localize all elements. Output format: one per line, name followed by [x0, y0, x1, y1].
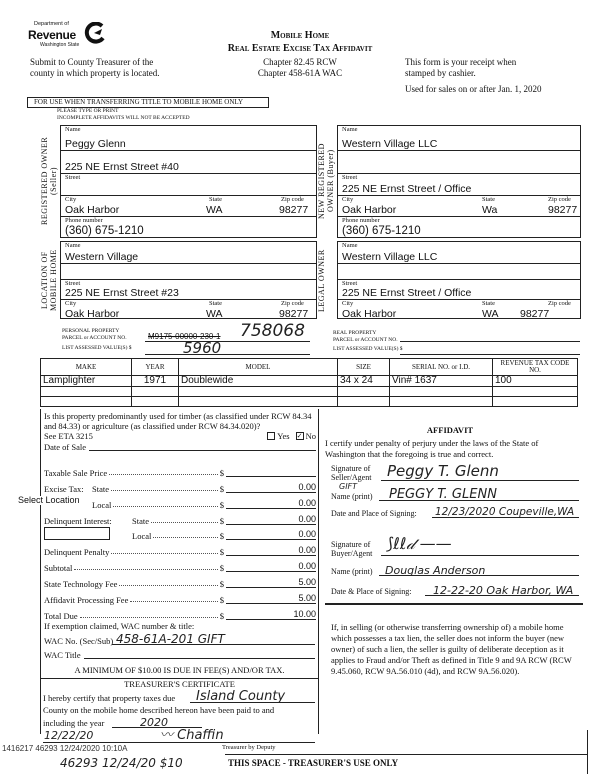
location-box: Name Western Village Street 225 NE Ernst Street #23 City State Zip code Oak Harbor WA 98277: [60, 241, 317, 319]
buyer-zip[interactable]: 98277: [548, 203, 578, 216]
taxable-price-field[interactable]: [226, 465, 316, 477]
legal-owner-city[interactable]: Oak Harbor: [342, 307, 397, 320]
mobile-home-table: [40, 358, 578, 407]
assessed-value[interactable]: 5960: [183, 339, 222, 357]
seller-address[interactable]: 225 NE Ernst Street #40: [65, 160, 179, 173]
select-location-label[interactable]: Select Location: [18, 495, 80, 505]
table-row: Lamplighter 1971 Doublewide 34 x 24 Vin# 1637 100: [41, 376, 578, 387]
buyer-name[interactable]: Western Village LLC: [342, 137, 438, 150]
buyer-phone[interactable]: (360) 675-1210: [342, 224, 421, 237]
payment-note: 46293 12/24/20 $10: [60, 756, 183, 770]
seller-phone[interactable]: (360) 675-1210: [65, 224, 144, 237]
year-handwritten[interactable]: 2020: [140, 716, 168, 729]
wac-number-field[interactable]: 458-61A-201 GIFT: [116, 632, 225, 646]
buyer-city[interactable]: Oak Harbor: [342, 203, 397, 216]
parcel-handwritten[interactable]: 758068: [240, 321, 305, 341]
treasurer-signature: 〰 Chaffin: [160, 728, 224, 743]
location-city[interactable]: Oak Harbor: [65, 307, 120, 320]
table-header: MAKE YEAR MODEL SIZE SERIAL NO. or I.D. REVENUE TAX CODE NO.: [41, 359, 578, 376]
legal-owner-state[interactable]: WA: [482, 307, 499, 320]
tax-rows: Taxable Sale Price $ Excise Tax: State $ 0.00 Local $ 0.00 Delinquent Interest: State $ 0.00 Local $ 0.00 Delinquent Penalty $ 0.00 Subtotal $ 0.00 State Technology Fee $ 5.00 Affidavit Processing Fee $ 5.00 Total Due $ 10.00 If exemption claimed, WAC number & title: WAC No. (Sec/Sub) 458-61A-201 GIFT WAC Title A MINIMUM OF $10.00 IS DUE IN FEE(S) AND/OR TAX.: [40, 409, 319, 669]
location-state[interactable]: WA: [206, 307, 223, 320]
buyer-signature[interactable]: ⟆ℓℓ𝒹 ——: [387, 534, 452, 553]
treasurer-date[interactable]: 12/22/20: [44, 729, 94, 742]
timber-question: Is this property predominantly used for timber (as classified under RCW 84.34 and 84.33) or agriculture (as classified under RCW 84.34.020)? See ETA 3215 Yes ✓ No Date of Sale: [44, 411, 316, 452]
buyer-street[interactable]: 225 NE Ernst Street / Office: [342, 182, 472, 195]
legal-owner-name[interactable]: Western Village LLC: [342, 250, 438, 263]
county-handwritten[interactable]: Island County: [196, 689, 286, 704]
seller-zip[interactable]: 98277: [279, 203, 309, 216]
buyer-state[interactable]: Wa: [482, 203, 498, 216]
table-row: [41, 387, 578, 397]
seller-state[interactable]: WA: [206, 203, 223, 216]
form-title: Mobile Home Real Estate Excise Tax Affidavit: [227, 30, 373, 54]
parcel-struck: M9175-00000-230-1: [148, 332, 221, 341]
seller-box: Name Peggy Glenn 225 NE Ernst Street #40 Street City State Zip code Oak Harbor WA 98277 Phone number (360) 675-1210: [60, 125, 317, 238]
seller-print-name[interactable]: PEGGY T. GLENN: [389, 487, 497, 502]
no-checkbox[interactable]: ✓: [296, 432, 303, 440]
receipt-stamp: 1416217 46293 12/24/2020 10:10A: [2, 744, 128, 753]
seller-date-place[interactable]: 12/23/2020 Coupeville,WA: [435, 506, 575, 518]
dor-logo: Department of Revenue Washington State: [28, 22, 108, 54]
affidavit-section: AFFIDAVIT I certify under penalty of perjury under the laws of the State of Washington that the foregoing is true and correct. Signature of Seller/Agent Peggy T. Glenn GIFT Name (print) PEGGY T. GLENN Date and Place of Signing: 12/23/2020 Coupeville,WA Signature of Buyer/Agent ⟆ℓℓ𝒹 —— Name (print) Douglas Anderson Date & Place of Signing: 12-22-20 Oak Harbor, WA If, in selling (or otherwise transferring ownership of) a mobile home which possesses a tax lien, the seller does not inform the buyer (new owner) of such a lien, the seller is guilty of deliberate deception as it applies to Fraud and/or Theft as defined in Title 9 and 9A RCW (RCW 9.45.060, RCW 9A.56.010 (4d), and RCW 9A.56.020).: [325, 420, 585, 740]
location-name[interactable]: Western Village: [65, 250, 139, 263]
location-street[interactable]: 225 NE Ernst Street #23: [65, 286, 179, 299]
seller-signature[interactable]: Peggy T. Glenn: [387, 462, 499, 480]
location-select-box[interactable]: [44, 527, 110, 540]
buyer-print-name[interactable]: Douglas Anderson: [385, 564, 486, 577]
seller-name[interactable]: Peggy Glenn: [65, 137, 126, 150]
legal-owner-zip[interactable]: 98277: [520, 307, 550, 320]
legal-owner-street[interactable]: 225 NE Ernst Street / Office: [342, 286, 472, 299]
treasurer-certificate: TREASURER'S CERTIFICATE I hereby certify that property taxes due Island County County on the mobile home described hereon have been paid to and including the year 2020: [40, 678, 319, 734]
seller-city[interactable]: Oak Harbor: [65, 203, 120, 216]
location-zip[interactable]: 98277: [279, 307, 309, 320]
buyer-box: Name Western Village LLC Street 225 NE Ernst Street / Office City State Zip code Oak Harbor Wa 98277 Phone number (360) 675-1210: [337, 125, 581, 238]
logo-swirl-icon: [84, 22, 106, 44]
transfer-notice: FOR USE WHEN TRANSFERRING TITLE TO MOBILE HOME ONLY: [27, 97, 269, 108]
wac-title-field[interactable]: [84, 649, 315, 659]
table-row: [41, 397, 578, 407]
legal-owner-box: Name Western Village LLC Street 225 NE Ernst Street / Office City State Zip code Oak Harbor WA 98277: [337, 241, 581, 319]
buyer-date-place[interactable]: 12-22-20 Oak Harbor, WA: [433, 584, 574, 597]
